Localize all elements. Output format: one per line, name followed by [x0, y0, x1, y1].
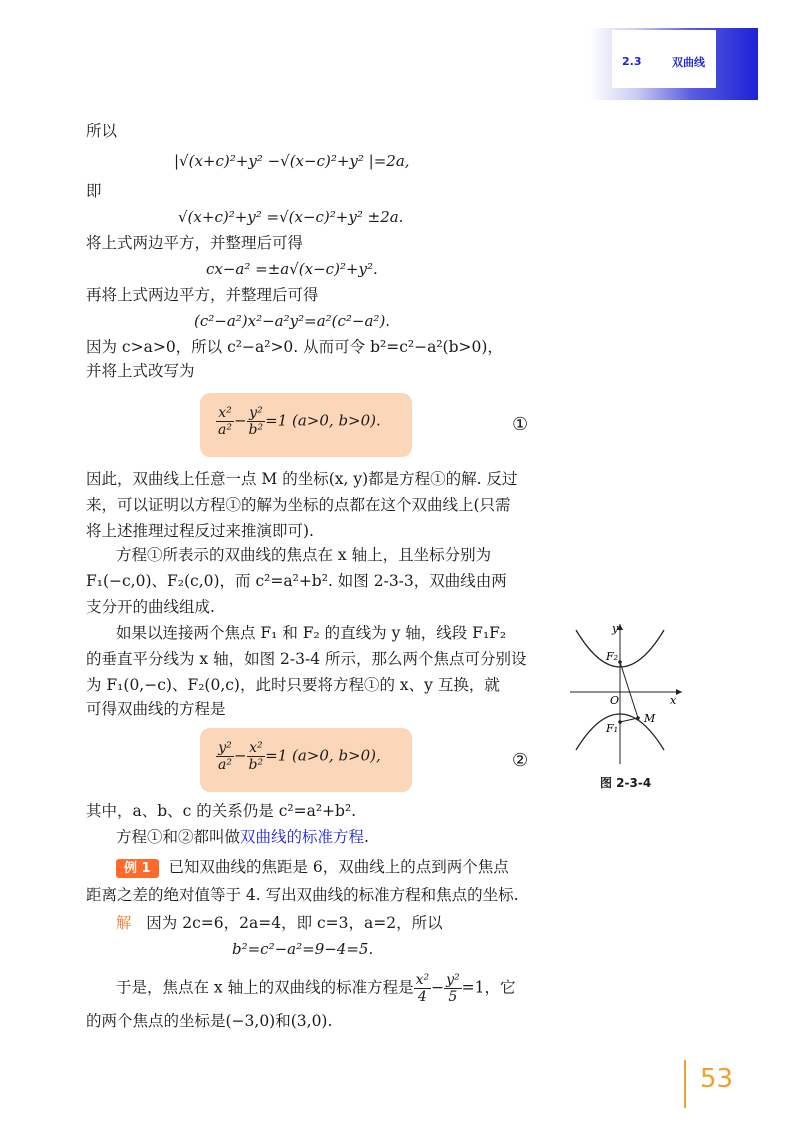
- equation-box-2: $\frac{\text{y²}}{\text{a²}}$ − $\frac{\text{x²}}{\text{b²}}$ =1 (a>0, b>0),: [200, 728, 412, 792]
- fraction-y2-b2: $\frac{\text{y²}}{\text{b²}}$: [248, 405, 264, 438]
- page-number-rule: [684, 1060, 686, 1108]
- text-ji: 即: [86, 182, 102, 200]
- result-line-1: 于是，焦点在 x 轴上的双曲线的标准方程是 $\frac{\text{x²}}{4}$ − $\frac{\text{y²}}{5}$ =1，它: [116, 972, 516, 1005]
- label-f2: F₂: [606, 650, 619, 663]
- text-foci-2: F₁(−c,0)、F₂(c,0)，而 c²=a²+b². 如图 2-3-3，双曲线由两: [86, 572, 507, 590]
- label-o: O: [610, 694, 620, 707]
- equation-4: (c²−a²)x²−a²y²=a²(c²−a²).: [194, 312, 391, 330]
- line-f2-m: [620, 662, 638, 718]
- focus-f2: [618, 660, 622, 664]
- text-foci-3: 支分开的曲线组成.: [86, 598, 215, 616]
- fraction-y2-a2: $\frac{\text{y²}}{\text{a²}}$: [218, 740, 232, 773]
- text-y-axis-1: 如果以连接两个焦点 F₁ 和 F₂ 的直线为 y 轴，线段 F₁F₂: [116, 624, 507, 642]
- fraction-x2-b2: $\frac{\text{x²}}{\text{b²}}$: [248, 740, 264, 773]
- section-number: 2.3: [622, 55, 642, 68]
- text-thus-3: 将上述推理过程反过来推演即可).: [86, 522, 314, 540]
- hyperbola-figure: [566, 618, 690, 768]
- equation-marker-1: ①: [512, 414, 529, 435]
- example-tag: 例 1: [116, 859, 159, 878]
- term-standard-equation: 双曲线的标准方程: [240, 828, 365, 846]
- figure-caption: 图 2-3-4: [600, 776, 652, 790]
- text-because-1: 因为 c>a>0，所以 c²−a²>0. 从而可令 b²=c²−a²(b>0)，: [86, 338, 503, 356]
- example-line-2: 距离之差的绝对值等于 4. 写出双曲线的标准方程和焦点的坐标.: [86, 886, 519, 904]
- text-thus-1: 因此，双曲线上任意一点 M 的坐标(x, y)都是方程①的解. 反过: [86, 470, 518, 488]
- line-f1-m: [620, 718, 638, 722]
- equation-2-rest: =1 (a>0, b>0),: [265, 746, 381, 765]
- text-foci-1: 方程①所表示的双曲线的焦点在 x 轴上，且坐标分别为: [116, 546, 492, 564]
- label-x: x: [670, 694, 677, 707]
- result-line-2: 的两个焦点的坐标是(−3,0)和(3,0).: [86, 1012, 333, 1030]
- section-title: 双曲线: [672, 56, 705, 69]
- text-y-axis-2: 的垂直平分线为 x 轴，如图 2-3-4 所示，那么两个焦点可分别设: [86, 650, 527, 668]
- text-y-axis-4: 可得双曲线的方程是: [86, 700, 226, 718]
- label-y: y: [612, 622, 619, 635]
- equation-marker-2: ②: [512, 750, 529, 771]
- label-f1: F₁: [606, 722, 619, 735]
- focus-f1: [618, 720, 622, 724]
- equation-2: √(x+c)²+y² =√(x−c)²+y² ±2a.: [178, 208, 404, 226]
- text-square-1: 将上式两边平方，并整理后可得: [86, 234, 304, 252]
- text-because-2: 并将上式改写为: [86, 362, 195, 380]
- text-where: 其中，a、b、c 的关系仍是 c²=a²+b².: [86, 802, 357, 820]
- text-suoyi: 所以: [86, 122, 118, 140]
- point-m: [636, 716, 640, 720]
- solution-line-1: 解 因为 2c=6，2a=4，即 c=3，a=2，所以: [116, 914, 443, 932]
- equation-1: |√(x+c)²+y² −√(x−c)²+y² |=2a,: [174, 152, 410, 170]
- fraction-y2-5: $\frac{\text{y²}}{5}$: [446, 972, 460, 1005]
- solution-label: 解: [116, 914, 132, 932]
- page-number: 53: [700, 1064, 734, 1094]
- fraction-x2-a2: $\frac{\text{x²}}{\text{a²}}$: [218, 405, 232, 438]
- text-thus-2: 来，可以证明以方程①的解为坐标的点都在这个双曲线上(只需: [86, 496, 511, 514]
- text-square-2: 再将上式两边平方，并整理后可得: [86, 286, 319, 304]
- label-m: M: [644, 712, 656, 725]
- equation-1-rest: =1 (a>0, b>0).: [265, 411, 381, 430]
- equation-3: cx−a² =±a√(x−c)²+y².: [206, 260, 378, 278]
- example-line-1: 例 1 已知双曲线的焦距是 6，双曲线上的点到两个焦点: [116, 856, 509, 880]
- solution-equation: b²=c²−a²=9−4=5.: [232, 940, 374, 958]
- fraction-x2-4: $\frac{\text{x²}}{4}$: [415, 972, 430, 1005]
- text-y-axis-3: 为 F₁(0,−c)、F₂(0,c)，此时只要将方程①的 x、y 互换，就: [86, 676, 500, 694]
- equation-box-1: $\frac{\text{x²}}{\text{a²}}$ − $\frac{\text{y²}}{\text{b²}}$ =1 (a>0, b>0).: [200, 393, 412, 457]
- text-called: 方程①和②都叫做双曲线的标准方程.: [116, 828, 369, 846]
- x-axis-arrow: [676, 689, 682, 695]
